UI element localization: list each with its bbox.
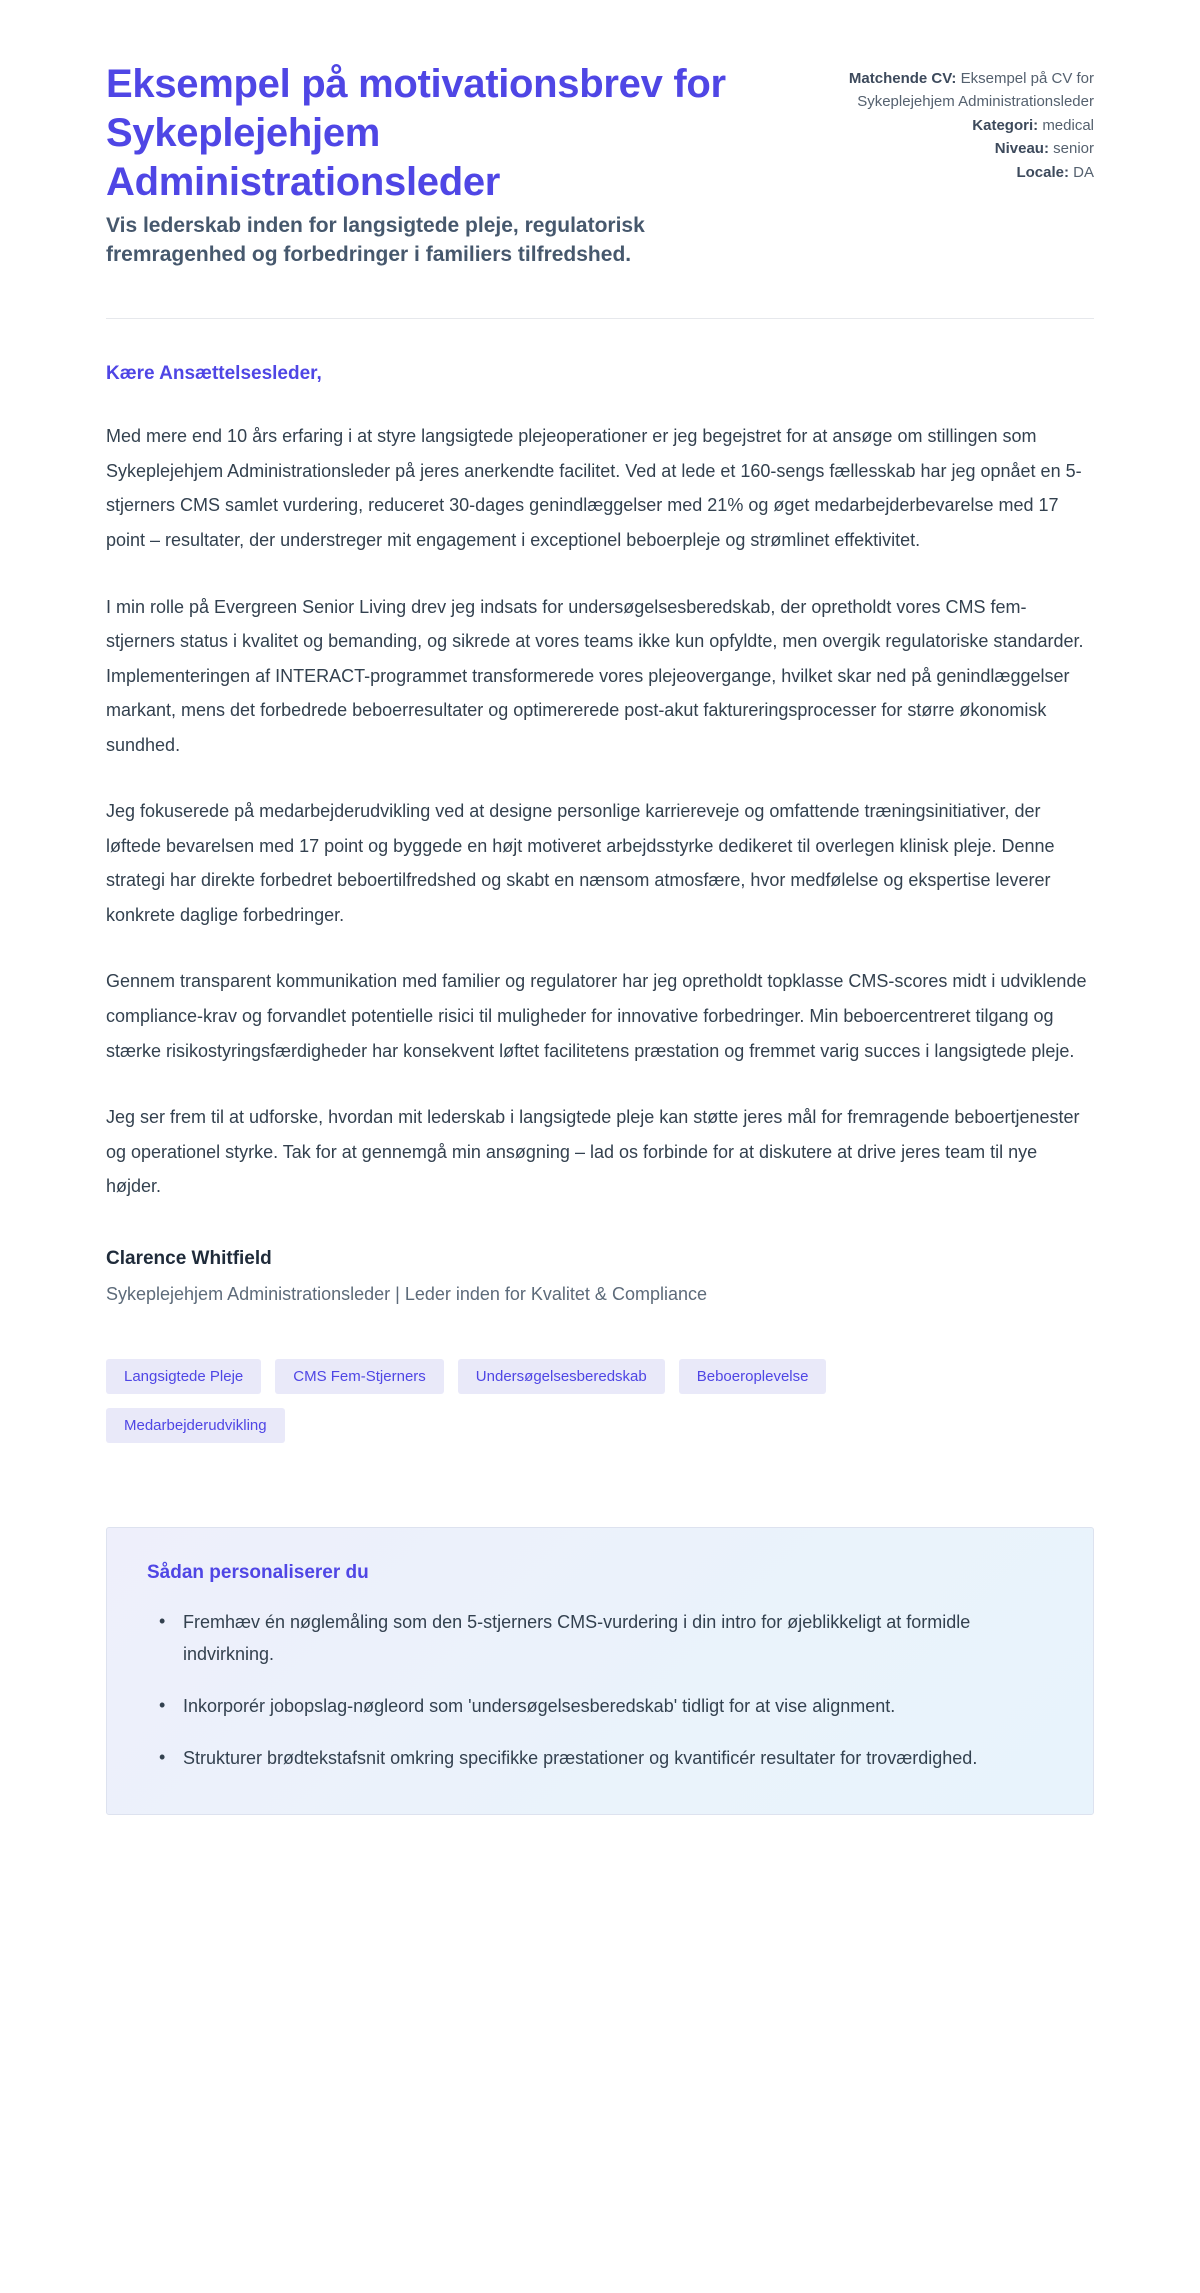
metadata-value: medical bbox=[1042, 116, 1094, 134]
metadata-label: Kategori: bbox=[972, 116, 1039, 134]
tag-list bbox=[106, 1359, 946, 1443]
letter-paragraph: Jeg fokuserede på medarbejderudvikling ved at designe personlige karriereveje og omfattende træningsinitiativer, der løftede bevarelsen med 17 point og byggede en højt motiveret arbejdsstyrke dedikeret til overlegen klinisk pleje. Denne strategi har direkte forbedret beboertilfredshed og skabt en nænsom atmosfære, hvor medfølelse og ekspertise leverer konkrete daglige forbedringer. bbox=[106, 801, 1055, 925]
header-title-block bbox=[106, 60, 766, 270]
tag-chip[interactable]: Undersøgelsesberedskab bbox=[458, 1359, 665, 1394]
metadata-value: senior bbox=[1053, 140, 1094, 158]
metadata-row-level bbox=[819, 138, 1094, 161]
metadata-label: Locale: bbox=[1016, 164, 1069, 182]
metadata-row-locale bbox=[819, 162, 1094, 185]
metadata-value: DA bbox=[1073, 164, 1094, 182]
tips-list-item: • Strukturer brødtekstafsnit omkring specifikke præstationer og kvantificér resultater for troværdighed. bbox=[173, 1742, 1053, 1774]
page-subtitle: Vis lederskab inden for langsigtede pleje, regulatorisk fremragenhed og forbedringer i familiers tilfredshed. bbox=[106, 214, 645, 267]
tag-chip[interactable]: Medarbejderudvikling bbox=[106, 1408, 285, 1443]
tips-list-item: • Inkorporér jobopslag-nøgleord som 'undersøgelsesberedskab' tidligt for at vise alignment. bbox=[173, 1690, 1053, 1722]
signature-role: Sykeplejehjem Administrationsleder | Leder inden for Kvalitet & Compliance bbox=[106, 1283, 707, 1304]
letter-salutation: Kære Ansættelsesleder, bbox=[106, 363, 322, 385]
letter-body bbox=[106, 319, 1094, 1815]
tag-chip[interactable]: Langsigtede Pleje bbox=[106, 1359, 261, 1394]
letter-paragraph: Gennem transparent kommunikation med familier og regulatorer har jeg opretholdt topklasse CMS-scores midt i udviklende compliance-krav og forvandlet potentielle risici til muligheder for innovative forbedringer. Min beboercentreret tilgang og stærke risikostyringsfærdigheder har konsekvent løftet facilitetens præstation og fremmet varig succes i langsigtede pleje. bbox=[106, 971, 1087, 1061]
tag-chip[interactable]: CMS Fem-Stjerners bbox=[275, 1359, 444, 1394]
metadata-row-matching-cv bbox=[819, 68, 1094, 114]
signature-name: Clarence Whitfield bbox=[106, 1247, 272, 1269]
metadata-label: Niveau: bbox=[994, 140, 1049, 158]
tips-list bbox=[147, 1606, 1053, 1774]
tips-list-item: • Fremhæv én nøglemåling som den 5-stjerners CMS-vurdering i din intro for øjeblikkeligt at formidle indvirkning. bbox=[173, 1606, 1053, 1670]
letter-paragraph: I min rolle på Evergreen Senior Living drev jeg indsats for undersøgelsesberedskab, der opretholdt vores CMS fem-stjerners status i kvalitet og bemanding, og sikrede at vores teams ikke kun opfyldte, men overgik regulatoriske standarder. Implementeringen af INTERACT-programmet transformerede vores plejeovergange, hvilket skar ned på genindlæggelser markant, mens det forbedrede beboerresultater og optimererede post-akut faktureringsprocesser for større økonomisk sundhed. bbox=[106, 596, 1084, 755]
signature-block bbox=[106, 1248, 1094, 1305]
tips-title: Sådan personaliserer du bbox=[147, 1561, 369, 1583]
page-title: Eksempel på motivationsbrev for Sykeplejehjem Administrationsleder bbox=[106, 62, 726, 204]
metadata-row-category bbox=[819, 115, 1094, 138]
document-metadata bbox=[819, 60, 1094, 186]
page-header bbox=[106, 60, 1094, 270]
tag-chip[interactable]: Beboeroplevelse bbox=[679, 1359, 827, 1394]
personalization-tips-callout bbox=[106, 1527, 1094, 1815]
letter-paragraph: Jeg ser frem til at udforske, hvordan mit lederskab i langsigtede pleje kan støtte jeres mål for fremragende beboertjenester og operationel styrke. Tak for at gennemgå min ansøgning – lad os forbinde for at diskutere at drive jeres team til nye højder. bbox=[106, 1107, 1080, 1197]
metadata-label: Matchende CV: bbox=[848, 70, 957, 87]
letter-paragraph: Med mere end 10 års erfaring i at styre langsigtede plejeoperationer er jeg begejstret for at ansøge om stillingen som Sykeplejehjem Administrationsleder på jeres anerkendte facilitet. Ved at lede et 160-sengs fællesskab har jeg opnået en 5-stjerners CMS samlet vurdering, reduceret 30-dages genindlæggelser med 21% og øget medarbejderbevarelse med 17 point – resultater, der understreger mit engagement i exceptionel beboerpleje og strømlinet effektivitet. bbox=[106, 426, 1082, 550]
metadata-value: Eksempel på CV for Sykeplejehjem Administrationsleder bbox=[857, 70, 1094, 110]
